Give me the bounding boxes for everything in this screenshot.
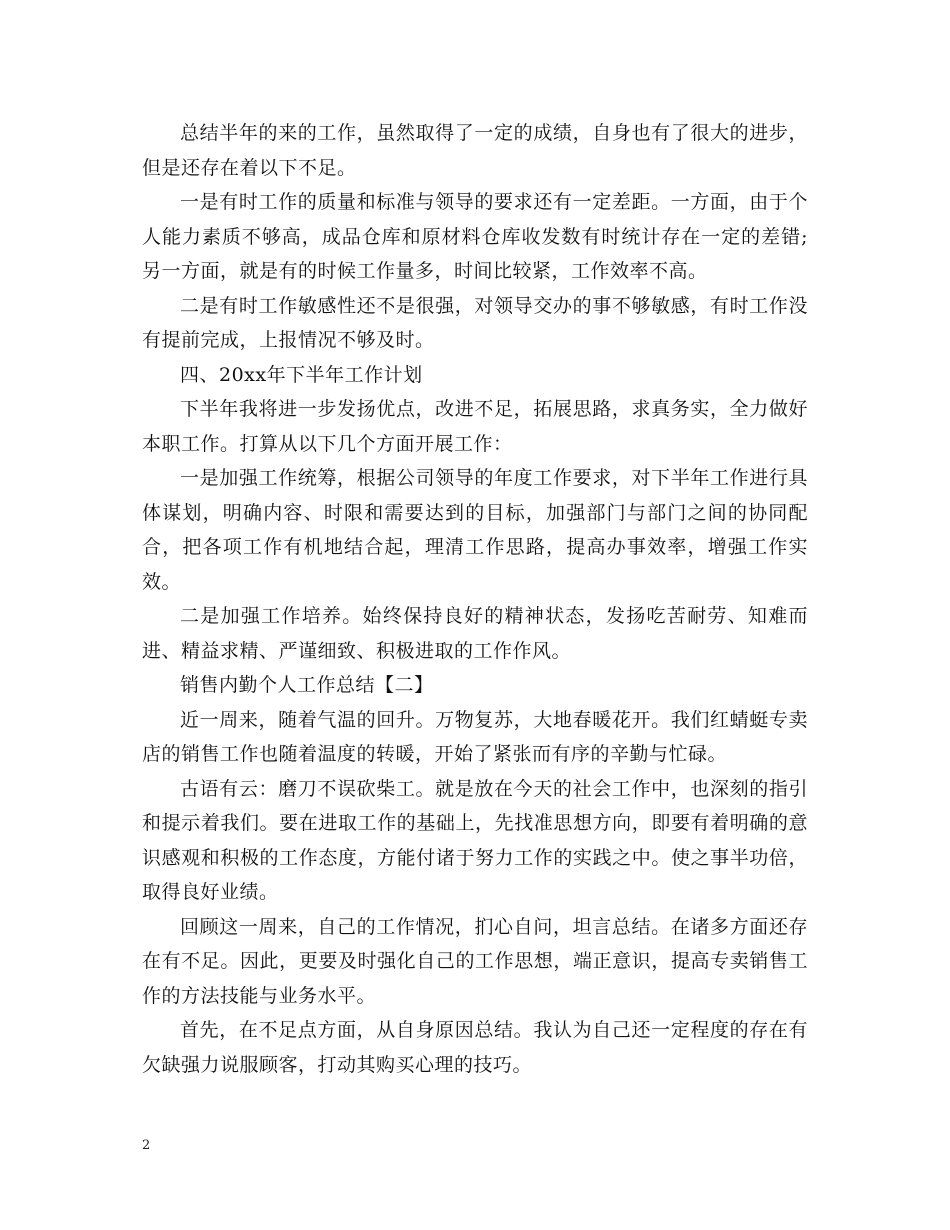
paragraph-shortcoming-one: 一是有时工作的质量和标准与领导的要求还有一定差距。一方面，由于个人能力素质不够高，成品仓库和原材料仓库收发数有时统计存在一定的差错;另一方面，就是有的时候工作量多，时间比较紧，工作效率不高。 (142, 191, 808, 282)
paragraph-plan-intro: 下半年我将进一步发扬优点，改进不足，拓展思路，求真务实，全力做好本职工作。打算从以下几个方面开展工作： (142, 398, 808, 455)
section-heading-sales-summary: 销售内勤个人工作总结【二】 (180, 674, 434, 696)
section-heading-plan: 四、20xx年下半年工作计划 (180, 363, 423, 386)
paragraph-shortcoming-two: 二是有时工作敏感性还不是很强，对领导交办的事不够敏感，有时工作没有提前完成，上报情况不够及时。 (142, 294, 808, 351)
paragraph-plan-two: 二是加强工作培养。始终保持良好的精神状态，发扬吃苦耐劳、知难而进、精益求精、严谨细致、积极进取的工作作风。 (142, 605, 808, 662)
paragraph-plan-one: 一是加强工作统筹，根据公司领导的年度工作要求，对下半年工作进行具体谋划，明确内容、时限和需要达到的目标，加强部门与部门之间的协同配合，把各项工作有机地结合起，理清工作思路，提高办事效率，增强工作实效。 (142, 467, 808, 593)
paragraph-proverb: 古语有云：磨刀不误砍柴工。就是放在今天的社会工作中，也深刻的指引和提示着我们。要在进取工作的基础上，先找准思想方向，即要有着明确的意识感观和积极的工作态度，方能付诸于努力工作的实践之中。使之事半功倍，取得良好业绩。 (142, 777, 808, 903)
paragraph-summary-intro: 总结半年的来的工作，虽然取得了一定的成绩，自身也有了很大的进步，但是还存在着以下不足。 (142, 122, 808, 179)
paragraph-review: 回顾这一周来，自己的工作情况，扪心自问，坦言总结。在诸多方面还存在有不足。因此，更要及时强化自己的工作思想，端正意识，提高专卖销售工作的方法技能与业务水平。 (142, 915, 808, 1007)
document-body (142, 116, 808, 1082)
page-number: 2 (142, 1138, 151, 1153)
paragraph-first-point: 首先，在不足点方面，从自身原因总结。我认为自己还一定程度的存在有欠缺强力说服顾客，打动其购买心理的技巧。 (142, 1019, 808, 1076)
paragraph-sales-intro: 近一周来，随着气温的回升。万物复苏，大地春暖花开。我们红蜻蜓专卖店的销售工作也随着温度的转暖，开始了紧张而有序的辛勤与忙碌。 (142, 708, 808, 765)
